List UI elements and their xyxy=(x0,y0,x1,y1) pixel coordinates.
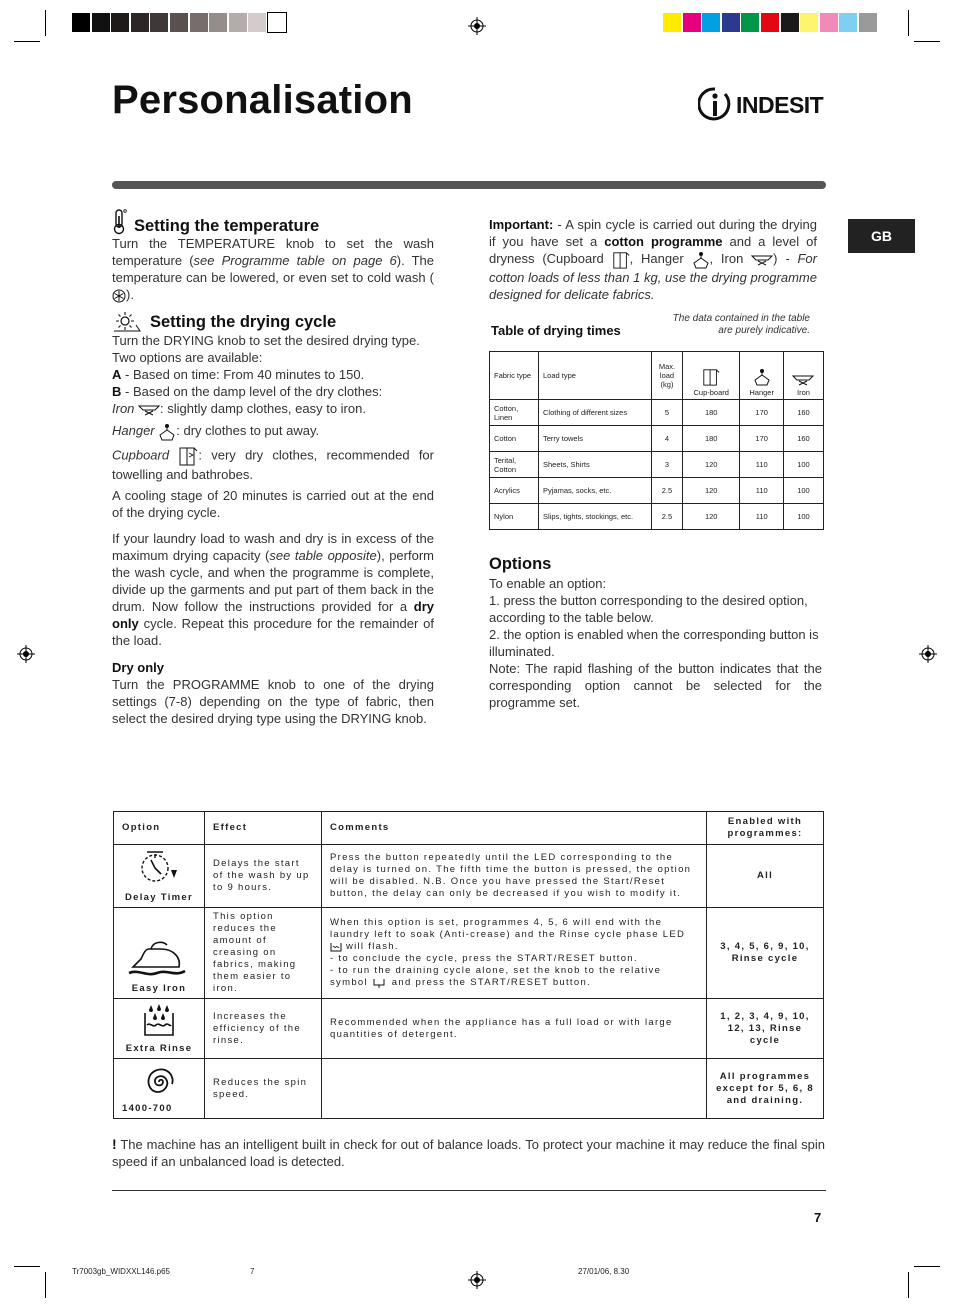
crop-mark xyxy=(908,10,909,36)
thermometer-icon xyxy=(112,208,128,235)
language-tab: GB xyxy=(848,219,915,253)
option-name: Delay Timer xyxy=(125,892,193,903)
header-cupboard-label: Cup-board xyxy=(693,388,729,397)
cell-cupboard: 120 xyxy=(683,452,740,478)
excess-text-part: cycle. Repeat this procedure for the remainder of the load. xyxy=(112,615,434,648)
option-b-label: B xyxy=(112,384,122,399)
option-enabled: 1, 2, 3, 4, 9, 10, 12, 13, Rinse cycle xyxy=(707,999,824,1059)
drying-option-b xyxy=(112,383,434,400)
header-iron xyxy=(783,352,823,400)
option-cell xyxy=(114,999,205,1059)
cell-hanger: 110 xyxy=(740,478,783,504)
table-header-row xyxy=(114,812,824,845)
color-swatch xyxy=(859,13,877,32)
cotton-programme-ref: cotton programme xyxy=(604,234,723,249)
header-hanger-label: Hanger xyxy=(749,388,774,397)
drying-table-title: Table of drying times xyxy=(491,323,621,338)
registration-mark-icon xyxy=(919,645,937,663)
options-section xyxy=(489,556,822,711)
drying-times-table xyxy=(489,351,824,530)
important-text-part: - A spin cycle is carried out during the drying if you have set a xyxy=(489,217,817,249)
programme-table-ref: see Programme table on page 6 xyxy=(193,253,397,268)
temperature-heading: Setting the temperature xyxy=(134,217,320,235)
color-swatch xyxy=(72,13,90,32)
cupboard-icon xyxy=(702,368,720,386)
snowflake-icon xyxy=(112,289,126,303)
color-swatch xyxy=(190,13,208,32)
option-name: Easy Iron xyxy=(131,983,187,994)
cell-iron: 160 xyxy=(783,400,823,426)
cupboard-text: : very dry clothes, recommended for towelling and bathrobes. xyxy=(112,447,434,482)
table-header-row xyxy=(490,352,824,400)
table-row xyxy=(490,504,824,530)
cell-hanger: 110 xyxy=(740,452,783,478)
option-comments: Press the button repeatedly until the LED corresponding to the delay is turned on. The fifth time the button is pressed, the option will be disabled. N.B. Once you have pressed the Start/Reset button, the delay can only be decreased if you wish to modify it. xyxy=(322,845,707,908)
cell-iron: 100 xyxy=(783,452,823,478)
header-cupboard xyxy=(683,352,740,400)
cell-load: Slips, tights, stockings, etc. xyxy=(539,504,652,530)
cell-iron: 160 xyxy=(783,426,823,452)
hanger-icon xyxy=(158,423,176,441)
cell-load: Clothing of different sizes xyxy=(539,400,652,426)
option-b-text: - Based on the damp level of the dry clothes: xyxy=(121,384,383,399)
footer-rule xyxy=(112,1190,826,1191)
important-text-part: , Hanger xyxy=(629,251,692,266)
cell-iron: 100 xyxy=(783,478,823,504)
comment-part: - to conclude the cycle, press the START/RESET button. xyxy=(330,953,638,964)
color-swatch xyxy=(722,13,740,32)
header-enabled: Enabled with programmes: xyxy=(707,812,824,845)
crop-mark xyxy=(914,41,940,42)
header-comments: Comments xyxy=(322,812,707,845)
options-line: Note: The rapid flashing of the button indicates that the corresponding option cannot be selected for the programme set. xyxy=(489,661,822,710)
iron-label: Iron xyxy=(112,401,135,416)
table-row xyxy=(114,845,824,908)
color-swatch xyxy=(800,13,818,32)
options-table xyxy=(113,811,824,1119)
option-comments xyxy=(322,1059,707,1119)
table-row xyxy=(114,908,824,999)
important-note xyxy=(489,216,817,303)
dry-only-text: Turn the PROGRAMME knob to one of the drying settings (7-8) depending on the type of fabric, then select the desired drying type using the DRYING knob. xyxy=(112,676,434,726)
drying-sun-icon xyxy=(112,312,142,332)
temperature-text-part: Turn the TEMPERATURE knob to set the wash temperature ( xyxy=(112,236,434,268)
color-swatch xyxy=(131,13,149,32)
option-name: 1400-700 xyxy=(122,1103,173,1114)
option-name: Extra Rinse xyxy=(125,1043,193,1054)
color-swatch xyxy=(209,13,227,32)
cell-fabric: Cotton xyxy=(490,426,539,452)
color-swatch xyxy=(92,13,110,32)
cell-hanger: 110 xyxy=(740,504,783,530)
footer-file: Tr7003gb_WIDXXL146.p65 xyxy=(72,1267,170,1276)
hanger-line xyxy=(112,422,434,441)
cell-load: Sheets, Shirts xyxy=(539,452,652,478)
color-swatch xyxy=(111,13,129,32)
option-enabled: 3, 4, 5, 6, 9, 10, Rinse cycle xyxy=(707,908,824,999)
header-load: Load type xyxy=(539,352,652,400)
color-swatch xyxy=(781,13,799,32)
comment-part: will flash. xyxy=(342,941,399,952)
left-column xyxy=(112,208,434,727)
brand-name: INDESIT xyxy=(736,91,824,118)
crop-mark xyxy=(14,41,40,42)
registration-mark-icon xyxy=(468,17,486,35)
cell-hanger: 170 xyxy=(740,400,783,426)
header-option: Option xyxy=(114,812,205,845)
color-swatch xyxy=(268,13,286,32)
footer-page: 7 xyxy=(250,1267,255,1276)
option-cell xyxy=(114,908,205,999)
options-line: 2. the option is enabled when the corresponding button is illuminated. xyxy=(489,627,819,659)
drying-option-a xyxy=(112,366,434,383)
color-swatch xyxy=(229,13,247,32)
cell-max: 5 xyxy=(652,400,683,426)
crop-mark xyxy=(914,1266,940,1267)
extra-rinse-icon xyxy=(141,1003,177,1039)
excess-load-text xyxy=(112,530,434,649)
header-fabric: Fabric type xyxy=(490,352,539,400)
easy-iron-icon xyxy=(127,935,191,979)
options-heading: Options xyxy=(489,555,552,573)
cell-max: 2.5 xyxy=(652,504,683,530)
iron-icon xyxy=(138,404,160,416)
important-text-part: and a level of dryness (Cupboard xyxy=(489,234,817,266)
table-row xyxy=(490,426,824,452)
title-divider xyxy=(112,181,826,189)
comment-part: - to run the draining cycle alone, set the knob to the relative symbol xyxy=(330,965,662,989)
registration-mark-icon xyxy=(468,1271,486,1289)
option-enabled: All programmes except for 5, 6, 8 and draining. xyxy=(707,1059,824,1119)
cell-cupboard: 180 xyxy=(683,400,740,426)
iron-icon xyxy=(792,374,814,386)
cell-max: 2.5 xyxy=(652,478,683,504)
dry-only-heading: Dry only xyxy=(112,659,165,675)
option-comments: Recommended when the appliance has a full load or with large quantities of detergent. xyxy=(322,999,707,1059)
footer-date: 27/01/06, 8.30 xyxy=(578,1267,630,1276)
excess-text-part: ), perform the wash cycle, and when the programme is complete, divide up the garments and put part of them back in the drum. Now follow the instructions provided for a xyxy=(112,547,434,614)
cell-cupboard: 120 xyxy=(683,478,740,504)
option-effect: Delays the start of the wash by up to 9 hours. xyxy=(205,845,322,908)
options-line: 1. press the button corresponding to the desired option, according to the table below. xyxy=(489,593,808,625)
table-row xyxy=(114,999,824,1059)
drying-intro: Turn the DRYING knob to set the desired drying type. xyxy=(112,333,420,348)
drying-two-options: Two options are available: xyxy=(112,350,263,365)
cupboard-label: Cupboard xyxy=(112,447,170,462)
color-swatch xyxy=(761,13,779,32)
crop-mark xyxy=(908,1272,909,1298)
cell-fabric: Acrylics xyxy=(490,478,539,504)
crop-mark xyxy=(14,1266,40,1267)
cell-iron: 100 xyxy=(783,504,823,530)
registration-mark-icon xyxy=(17,645,35,663)
drain-symbol-icon xyxy=(372,977,388,988)
cell-fabric: Nylon xyxy=(490,504,539,530)
cell-cupboard: 180 xyxy=(683,426,740,452)
drying-table-note: The data contained in the table are purely indicative. xyxy=(672,313,810,336)
balance-warning xyxy=(112,1136,825,1170)
indesit-logo-icon xyxy=(698,86,732,124)
important-italic-text: - For cotton loads of less than 1 kg, use the drying programme designed for delicate fabrics. xyxy=(489,251,817,302)
hanger-text: : dry clothes to put away. xyxy=(176,423,320,438)
iron-icon xyxy=(751,254,773,266)
option-effect: This option reduces the amount of creasing on fabrics, making them easier to iron. xyxy=(205,908,322,999)
crop-mark xyxy=(45,10,46,36)
cell-max: 4 xyxy=(652,426,683,452)
option-effect: Increases the efficiency of the rinse. xyxy=(205,999,322,1059)
spin-speed-icon xyxy=(142,1065,176,1099)
hanger-icon xyxy=(753,368,771,386)
temperature-text-part: ). The temperature can be lowered, or even set to cold wash ( xyxy=(112,253,434,285)
cell-cupboard: 120 xyxy=(683,504,740,530)
comment-part: and press the START/RESET button. xyxy=(387,977,591,989)
color-swatch xyxy=(170,13,188,32)
color-swatch xyxy=(702,13,720,32)
excess-text-part: If your laundry load to wash and dry is in excess of the maximum drying capacity ( xyxy=(112,530,434,563)
cupboard-line xyxy=(112,446,434,483)
delay-timer-icon xyxy=(137,848,181,888)
option-a-text: - Based on time: From 40 minutes to 150. xyxy=(121,367,365,382)
page-title: Personalisation xyxy=(112,78,413,122)
cupboard-icon xyxy=(178,446,198,466)
cell-hanger: 170 xyxy=(740,426,783,452)
cooling-text: A cooling stage of 20 minutes is carried out at the end of the drying cycle. xyxy=(112,487,434,520)
color-swatch xyxy=(741,13,759,32)
cell-load: Pyjamas, socks, etc. xyxy=(539,478,652,504)
warning-text: The machine has an intelligent built in check for out of balance loads. To protect your machine it may reduce the final spin speed if an unbalanced load is detected. xyxy=(112,1137,825,1169)
color-swatch xyxy=(683,13,701,32)
important-label: Important: xyxy=(489,217,554,232)
table-row xyxy=(114,1059,824,1119)
cell-fabric: Cotton, Linen xyxy=(490,400,539,426)
crop-mark xyxy=(45,1272,46,1298)
cupboard-icon xyxy=(612,251,630,269)
important-text-part: ) xyxy=(773,251,778,266)
cell-load: Terry towels xyxy=(539,426,652,452)
option-cell xyxy=(114,1059,205,1119)
table-opposite-ref: see table opposite xyxy=(269,547,377,563)
table-row xyxy=(490,452,824,478)
brand-logo xyxy=(698,86,823,124)
header-hanger xyxy=(740,352,783,400)
color-swatch xyxy=(839,13,857,32)
page-number: 7 xyxy=(814,1210,822,1225)
header-max: Max. load (kg) xyxy=(652,352,683,400)
option-a-label: A xyxy=(112,367,122,382)
option-effect: Reduces the spin speed. xyxy=(205,1059,322,1119)
color-swatch xyxy=(820,13,838,32)
options-line: To enable an option: xyxy=(489,576,607,591)
header-effect: Effect xyxy=(205,812,322,845)
important-text-part: , Iron xyxy=(709,251,752,266)
comment-part: When this option is set, programmes 4, 5, 6 will end with the laundry left to soak (Anti-crease) and the Rinse cycle phase LED xyxy=(330,916,686,940)
color-swatch xyxy=(150,13,168,32)
hanger-icon xyxy=(692,251,710,269)
option-enabled: All xyxy=(707,845,824,908)
color-swatch xyxy=(248,13,266,32)
iron-text: : slightly damp clothes, easy to iron. xyxy=(160,401,366,416)
dry-only-ref: dry only xyxy=(112,598,434,631)
cell-fabric: Terital, Cotton xyxy=(490,452,539,478)
option-cell xyxy=(114,845,205,908)
color-swatch xyxy=(663,13,681,32)
header-iron-label: Iron xyxy=(796,388,810,397)
drying-heading: Setting the drying cycle xyxy=(150,312,337,331)
temperature-text-part: ). xyxy=(126,287,134,302)
table-row xyxy=(490,478,824,504)
option-comments xyxy=(322,908,707,999)
temperature-text xyxy=(112,235,434,303)
hanger-label: Hanger xyxy=(112,423,155,438)
iron-line xyxy=(112,400,434,417)
rinse-led-icon xyxy=(330,941,342,952)
warning-mark: ! xyxy=(112,1136,117,1152)
table-row xyxy=(490,400,824,426)
cell-max: 3 xyxy=(652,452,683,478)
